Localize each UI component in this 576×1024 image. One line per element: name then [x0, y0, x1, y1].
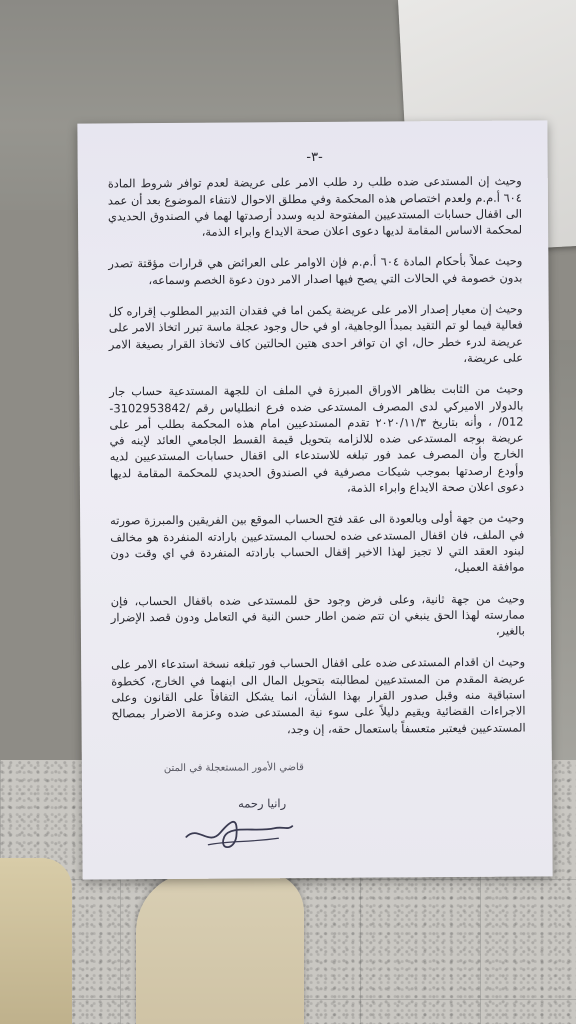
shoe	[0, 858, 72, 1024]
handwritten-signature	[178, 806, 298, 855]
paragraph-5: وحيث من جهة أولى وبالعودة الى عقد فتح الحساب الموقع بين الفريقين والمبرزة صورته في الملف، فان اقفال المستدعى ضده لحساب المستدعيين بارادته المنفردة هو مخالف لبنود العقد التي لا تجيز لهذا الاخير إقفال الحساب بارادته المنفردة في اي وقت دون موافقة العميل،	[110, 510, 525, 575]
page-number: -٣-	[306, 149, 323, 166]
paragraph-2: وحيث عملاً بأحكام المادة ٦٠٤ أ.م.م فإن الاوامر على العرائض هي قرارات مؤقتة تصدر بدون خصومة في الحالات التي يصح فيها اصدار الامر دون دعوة الخصم وسماعه،	[108, 254, 523, 287]
paragraph-1: وحيث إن المستدعى ضده طلب رد طلب الامر على عريضة لعدم توافر شروط المادة ٦٠٤ أ.م.م ولعدم اختصاص هذه المحكمة وفي مطلق الاحوال لانتفاء الموضوع بعد أن عمد الى اقفال حسابات المستدعيين المفتوحة لديه وسدد أرصدتها لهما في الصندوق الحديدي لمحكمة الاساس المقامة لديها دعوى اعلان صحة الايداع وابراء الذمة،	[107, 173, 523, 239]
signature-title: قاضي الأمور المستعجلة في المتن	[163, 762, 304, 775]
document-body	[108, 149, 526, 754]
paragraph-7: وحيث ان اقدام المستدعى ضده على اقفال الحساب فور تبلغه نسخة استدعاء الامر على عريضة المقدم من المستدعيين لمطالبته بتحويل المال الى ابنهما في الخارج، كخطوة استباقية منه وقبل صدور القرار بهذا الشأن، انما يشكل التفافاً على القانون وعلى الاجراءات القضائية ويقيم دليلاً على سوء نية المستدعى ضده وعزمة الاضرار بمصالح المستدعيين فيعتبر متعسفاً باستعمال حقه، إن وجد،	[111, 654, 526, 736]
leg	[136, 872, 304, 1024]
document-page	[77, 120, 552, 879]
paragraph-4: وحيث من الثابت بظاهر الاوراق المبرزة في الملف ان للجهة المستدعية حساب جار بالدولار الاميركي لدى المصرف المستدعى ضده فرع انطلياس رقم /3102953842-012/ ، وأنه بتاريخ ٢٠٢٠/١١/٣ تقدم المستدعيين امام هذه المحكمة بطلب أمر على عريضة بوجه المستدعى ضده للالزامه بتحويل قيمة القسط الجامعي العائد لإبنه في الخارج وأن المصرف عمد فور تبلغه للاستدعاء الى اقفال حسابات المستدعيين لديه وأودع ارصدتها بموجب شيكات مصرفية في الصندوق الحديدي للمحكمة المقامة لديها دعوى اعلان صحة الايداع وابراء الذمة،	[109, 381, 524, 495]
paragraph-6: وحيث من جهة ثانية، وعلى فرض وجود حق للمستدعى ضده باقفال الحساب، فإن ممارسته لهذا الحق ينبغي ان تتم ضمن اطار حسن النية في التعامل ودون قصد الإضرار بالغير،	[110, 591, 525, 638]
signature-block	[154, 762, 305, 853]
signature-name: رانيا رحمه	[238, 796, 287, 811]
paragraph-3: وحيث إن معيار إصدار الامر على عريضة يكمن اما في فقدان التدبير المطلوب إقراره كل فعالية فيما لو تم التقيد بمبدأ الوجاهية، او في حال وجود عجلة ماسة تبرر اتخاذ الامر على عريضة لدرء خطر حال، اي ان توافر احدى هتين الحالتين كاف لاتخاذ القرار بصيغة الامر على عريضة،	[108, 301, 524, 365]
